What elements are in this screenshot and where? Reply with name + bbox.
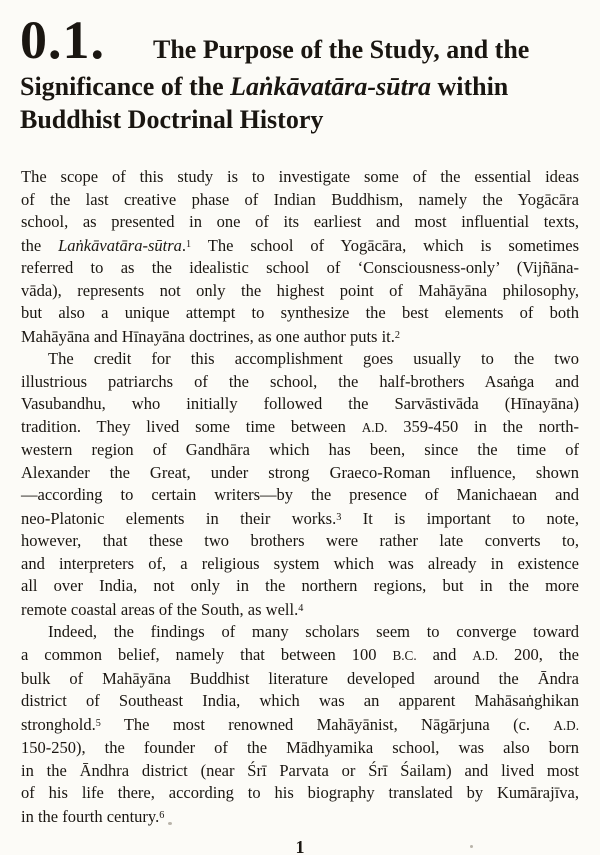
footnote-superscript: 4 bbox=[298, 603, 304, 615]
smallcaps-segment: A.D. bbox=[472, 647, 499, 663]
body-line bbox=[21, 211, 579, 234]
text-segment: remote coastal areas of the South, as well. bbox=[21, 599, 299, 619]
body-line bbox=[21, 805, 579, 828]
heading-line2-pre: Significance of the bbox=[20, 72, 231, 101]
text-segment: 200, the bbox=[498, 644, 579, 664]
body-line bbox=[21, 575, 579, 598]
text-segment: —according to certain writers—by the presence of Manichaean and bbox=[21, 485, 579, 505]
text-segment: however, that these two brothers were rather late converts to, bbox=[21, 531, 579, 551]
body-line bbox=[21, 507, 579, 530]
heading-line-1 bbox=[20, 10, 580, 70]
text-segment: stronghold. bbox=[21, 714, 96, 734]
body-line bbox=[21, 166, 579, 189]
text-segment: but also a unique attempt to synthesize the best elements of both bbox=[21, 303, 579, 323]
body-line bbox=[21, 713, 579, 737]
text-segment: illustrious patriarchs of the school, the half-brothers Asaṅga and bbox=[21, 371, 579, 391]
text-segment: Vasubandhu, who initially followed the Sarvāstivāda (Hīnayāna) bbox=[21, 394, 579, 414]
text-segment: The school of Yogācāra, which is sometimes bbox=[191, 235, 579, 255]
body-text bbox=[21, 166, 579, 828]
body-line bbox=[21, 598, 579, 621]
body-line bbox=[21, 416, 579, 440]
body-line bbox=[21, 257, 579, 280]
text-segment: The most renowned Mahāyānist, Nāgārjuna (c. bbox=[100, 714, 554, 734]
section-heading bbox=[0, 0, 600, 136]
heading-line-2 bbox=[20, 70, 580, 103]
italic-segment: Laṅkāvatāra-sūtra bbox=[58, 235, 182, 255]
text-segment: in the fourth century. bbox=[21, 806, 160, 826]
body-line bbox=[21, 644, 579, 668]
body-line bbox=[21, 393, 579, 416]
body-line bbox=[21, 371, 579, 394]
body-line bbox=[21, 484, 579, 507]
body-line bbox=[21, 302, 579, 325]
text-segment: The credit for this accomplishment goes usually to the two bbox=[48, 349, 579, 369]
smallcaps-segment: A.D. bbox=[553, 717, 579, 733]
body-line bbox=[21, 348, 579, 371]
text-segment: vāda), represents not only the highest point of Mahāyāna philosophy, bbox=[21, 280, 579, 300]
body-line bbox=[21, 462, 579, 485]
text-segment: 150-250), the founder of the Mādhyamika school, was also born bbox=[21, 738, 579, 758]
body-line bbox=[21, 690, 579, 713]
body-line bbox=[21, 668, 579, 691]
heading-line2-title-italic: Laṅkāvatāra-sūtra bbox=[230, 72, 431, 101]
text-segment: school, as presented in one of its earliest and most influential texts, bbox=[21, 212, 579, 232]
body-line bbox=[21, 189, 579, 212]
text-segment: a common belief, namely that between 100 bbox=[21, 644, 393, 664]
heading-line2-post: within bbox=[430, 72, 509, 101]
smallcaps-segment: A.D. bbox=[361, 419, 388, 435]
text-segment: 359-450 in the north- bbox=[387, 416, 579, 436]
text-segment: . bbox=[181, 235, 186, 255]
body-line bbox=[21, 760, 579, 783]
body-line bbox=[21, 621, 579, 644]
text-segment: Mahāyāna and Hīnayāna doctrines, as one author puts it. bbox=[21, 326, 395, 346]
text-segment: neo-Platonic elements in their works. bbox=[21, 508, 337, 528]
scan-speck bbox=[168, 822, 172, 825]
text-segment: Alexander the Great, under strong Graeco-Roman influence, shown bbox=[21, 462, 579, 482]
footnote-superscript: 5 bbox=[95, 717, 101, 729]
body-line bbox=[21, 553, 579, 576]
section-number: 0.1. bbox=[20, 10, 105, 70]
body-line bbox=[21, 325, 579, 348]
scan-speck bbox=[470, 845, 473, 848]
text-segment: all over India, not only in the northern regions, but in the more bbox=[21, 576, 579, 596]
footnote-superscript: 2 bbox=[394, 329, 400, 341]
body-line bbox=[21, 530, 579, 553]
body-line bbox=[21, 737, 579, 760]
heading-line1-text: The Purpose of the Study, and the bbox=[153, 35, 530, 64]
footnote-superscript: 6 bbox=[159, 809, 165, 821]
body-line bbox=[21, 782, 579, 805]
body-line bbox=[21, 234, 579, 257]
smallcaps-segment: B.C. bbox=[392, 647, 417, 663]
text-segment: western region of Gandhāra which has been, since the time of bbox=[21, 440, 579, 460]
text-segment: The scope of this study is to investigate some of the essential ideas bbox=[21, 167, 579, 186]
body-line bbox=[21, 280, 579, 303]
text-segment: district of Southeast India, which was an apparent Mahāsaṅghikan bbox=[21, 691, 579, 711]
text-segment: It is important to note, bbox=[341, 508, 579, 528]
text-segment: and bbox=[416, 644, 473, 664]
text-segment: and interpreters of, a religious system which was already in existence bbox=[21, 553, 579, 573]
text-segment: Indeed, the findings of many scholars seem to converge toward bbox=[48, 622, 579, 642]
text-segment: tradition. They lived some time between bbox=[21, 416, 362, 436]
heading-line-3: Buddhist Doctrinal History bbox=[20, 105, 324, 134]
page-footer bbox=[0, 837, 600, 855]
text-segment: of his life there, according to his biography translated by Kumārajīva, bbox=[21, 783, 579, 803]
footnote-superscript: 3 bbox=[336, 511, 342, 523]
footnote-superscript: 1 bbox=[186, 238, 192, 250]
text-segment: referred to as the idealistic school of ‘Consciousness-only’ (Vijñāna- bbox=[21, 258, 579, 278]
text-segment: of the last creative phase of Indian Buddhism, namely the Yogācāra bbox=[21, 189, 579, 209]
page-number: 1 bbox=[295, 837, 305, 855]
body-line bbox=[21, 439, 579, 462]
text-segment: bulk of Mahāyāna Buddhist literature developed around the Āndra bbox=[21, 668, 579, 688]
text-segment: the bbox=[21, 235, 59, 255]
text-segment: in the Āndhra district (near Śrī Parvata or Śrī Śailam) and lived most bbox=[21, 760, 579, 780]
